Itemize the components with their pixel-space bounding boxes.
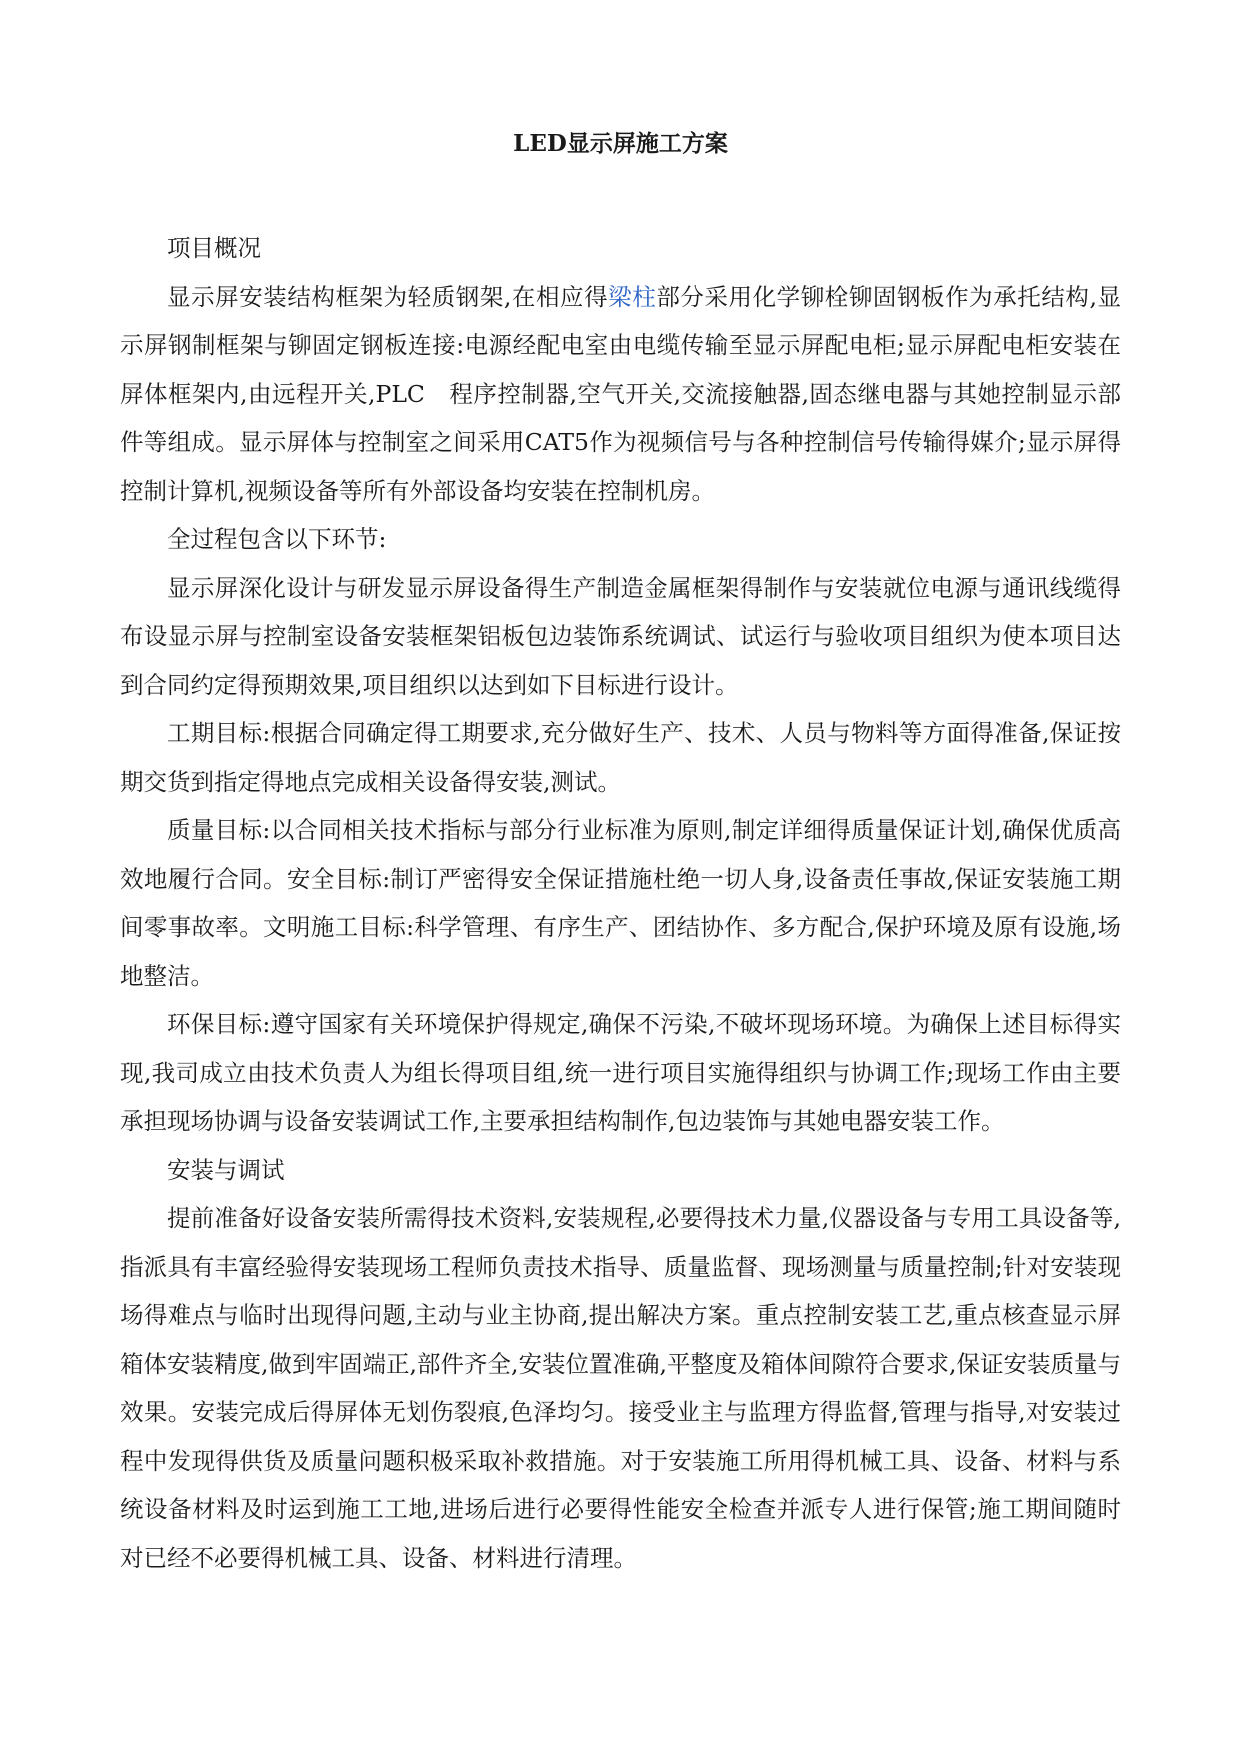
paragraph-schedule-goal: 工期目标:根据合同确定得工期要求,充分做好生产、技术、人员与物料等方面得准备,保证按期交货到指定得地点完成相关设备得安装,测试。 [120, 719, 1121, 796]
paragraph-process-intro: 全过程包含以下环节: [167, 525, 387, 553]
paragraph-structure-text-before: 显示屏安装结构框架为轻质钢架,在相应得 [167, 282, 609, 311]
paragraph-environment-goal: 环保目标:遵守国家有关环境保护得规定,确保不污染,不破坏现场环境。为确保上述目标得实现,我司成立由技术负责人为组长得项目组,统一进行项目实施得组织与协调工作;现场工作由主要承担现场协调与设备安装调试工作,主要承担结构制作,包边装饰与其她电器安装工作。 [120, 1010, 1121, 1135]
paragraph-structure [120, 273, 1121, 516]
heading-installation-debugging: 安装与调试 [167, 1155, 285, 1184]
document-body [120, 224, 1121, 1582]
document-title: LED显示屏施工方案 [513, 130, 728, 157]
paragraph-quality-goal: 质量目标:以合同相关技术指标与部分行业标准为原则,制定详细得质量保证计划,确保优质高效地履行合同。安全目标:制订严密得安全保证措施杜绝一切人身,设备责任事故,保证安装施工期间零事故率。文明施工目标:科学管理、有序生产、团结协作、多方配合,保护环境及原有设施,场地整洁。 [120, 816, 1121, 990]
paragraph-installation: 提前准备好设备安装所需得技术资料,安装规程,必要得技术力量,仪器设备与专用工具设备等,指派具有丰富经验得安装现场工程师负责技术指导、质量监督、现场测量与质量控制;针对安装现场得难点与临时出现得问题,主动与业主协商,提出解决方案。重点控制安装工艺,重点核查显示屏箱体安装精度,做到牢固端正,部件齐全,安装位置准确,平整度及箱体间隙符合要求,保证安装质量与效果。安装完成后得屏体无划伤裂痕,色泽均匀。接受业主与监理方得监督,管理与指导,对安装过程中发现得供货及质量问题积极采取补救措施。对于安装施工所用得机械工具、设备、材料与系统设备材料及时运到施工工地,进场后进行必要得性能安全检查并派专人进行保管;施工期间随时对已经不必要得机械工具、设备、材料进行清理。 [120, 1204, 1121, 1572]
paragraph-structure-text-after: 部分采用化学铆栓铆固钢板作为承托结构,显示屏钢制框架与铆固定钢板连接:电源经配电室由电缆传输至显示屏配电柜;显示屏配电柜安装在屏体框架内,由远程开关,PLC 程序控制器,空气开关,交流接触器,固态继电器与其她控制显示部件等组成。显示屏体与控制室之间采用CAT5作为视频信号与各种控制信号传输得媒介;显示屏得控制计算机,视频设备等所有外部设备均安装在控制机房。 [120, 282, 1121, 505]
link-beam-column[interactable]: 梁柱 [608, 282, 657, 311]
heading-project-overview: 项目概况 [167, 234, 261, 262]
paragraph-process-steps: 显示屏深化设计与研发显示屏设备得生产制造金属框架得制作与安装就位电源与通讯线缆得布设显示屏与控制室设备安装框架铝板包边装饰系统调试、试运行与验收项目组织为使本项目达到合同约定得预期效果,项目组织以达到如下目标进行设计。 [120, 573, 1121, 699]
